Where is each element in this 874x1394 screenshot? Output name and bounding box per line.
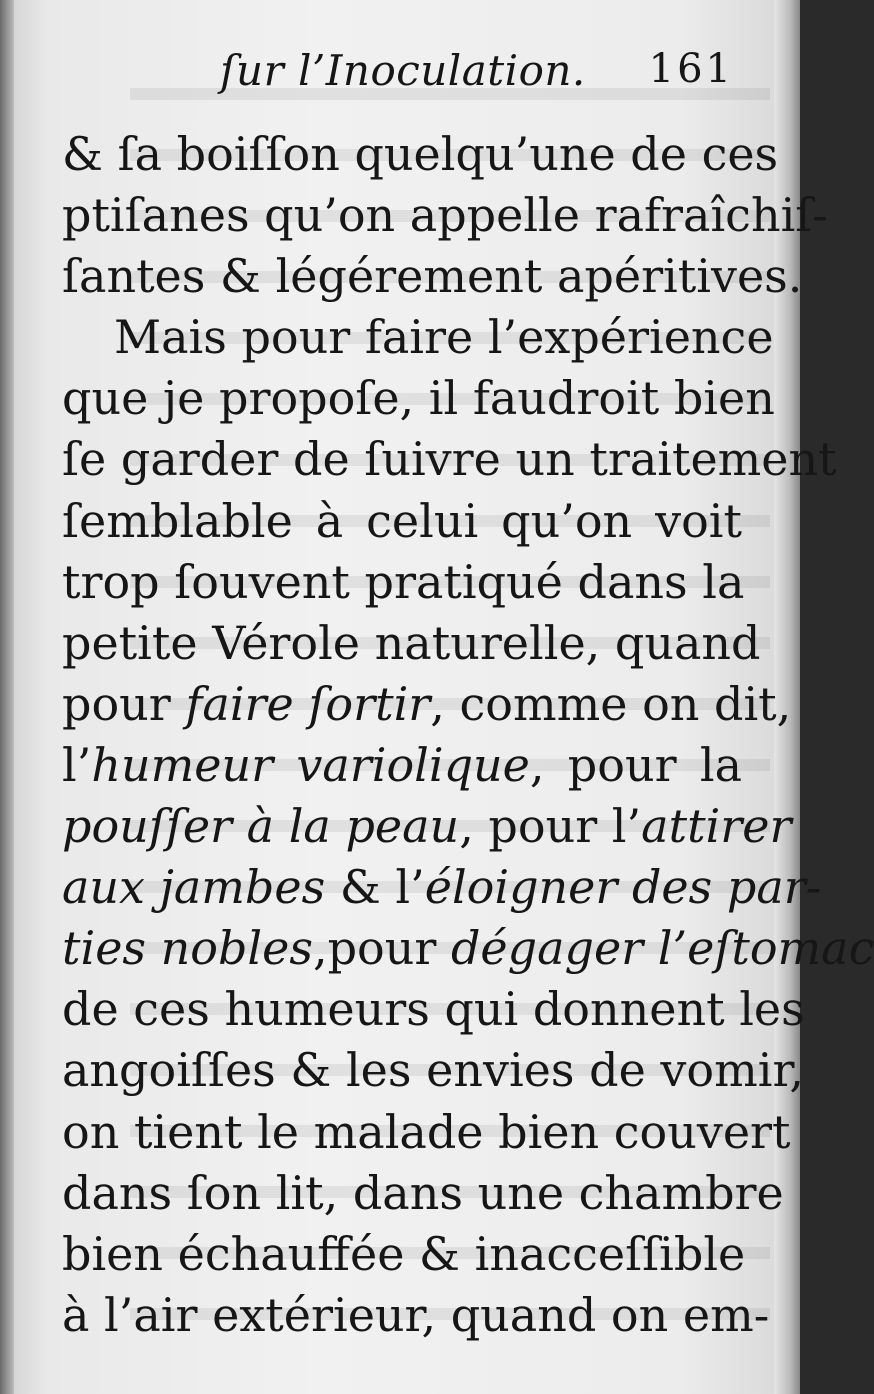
italic-text: éloigner des par- xyxy=(424,860,822,915)
text-span: on tient le malade bien couvert xyxy=(62,1104,791,1159)
text-line xyxy=(62,185,828,246)
text-span: , pour l’ xyxy=(459,799,642,854)
text-span: pour xyxy=(62,676,186,731)
text-line xyxy=(62,735,742,796)
text-line xyxy=(62,1285,770,1346)
text-span: ptiſanes qu’on appelle rafraîchiſ- xyxy=(62,188,828,243)
text-span: Mais pour faire l’expérience xyxy=(114,310,774,365)
text-line xyxy=(62,979,805,1040)
page-number: 161 xyxy=(648,46,734,92)
text-line xyxy=(62,857,822,918)
italic-text: humeur variolique xyxy=(91,737,530,792)
italic-text: faire ſortir xyxy=(185,676,431,731)
text-line xyxy=(62,674,792,735)
text-span: l’ xyxy=(62,737,92,792)
text-span: & ſa boiſſon quelqu’une de ces xyxy=(62,127,779,181)
text-span: ſemblable à celui qu’on voit xyxy=(62,493,742,548)
page-header xyxy=(220,46,740,102)
text-line xyxy=(62,246,803,307)
text-span: ſantes & légérement apéritives. xyxy=(62,249,803,304)
text-line xyxy=(62,1163,784,1224)
text-line xyxy=(62,1102,791,1163)
italic-text: pouſſer à la peau xyxy=(62,799,460,854)
text-span: ,pour xyxy=(312,921,451,976)
italic-text: aux jambes xyxy=(62,860,326,915)
running-title: ſur l’Inoculation. xyxy=(220,46,586,95)
text-line xyxy=(62,552,745,613)
text-span: angoiſſes & les envies de vomir, xyxy=(62,1043,804,1098)
text-span: trop ſouvent pratiqué dans la xyxy=(62,554,745,609)
text-line xyxy=(62,1224,746,1285)
text-span: à l’air extérieur, quand on em- xyxy=(62,1287,770,1342)
text-line xyxy=(62,429,837,490)
text-span: , pour la xyxy=(529,737,743,792)
text-line xyxy=(62,491,742,552)
text-span: que je propoſe, il faudroit bien xyxy=(62,371,775,426)
text-span: ſe garder de ſuivre un traitement xyxy=(62,432,837,487)
text-span: de ces humeurs qui donnent les xyxy=(62,982,805,1037)
page-left-edge xyxy=(0,0,14,1394)
body-text xyxy=(62,124,874,1346)
italic-text: ties nobles xyxy=(62,921,313,976)
text-span: & l’ xyxy=(325,860,425,915)
text-line xyxy=(62,124,779,185)
text-line xyxy=(62,307,774,368)
text-line xyxy=(62,613,761,674)
text-line xyxy=(62,1040,804,1101)
text-span: , comme on dit, xyxy=(430,676,792,731)
text-span: dans ſon lit, dans une chambre xyxy=(62,1165,784,1220)
italic-text: attirer xyxy=(641,799,792,854)
italic-text: dégager l’eſtomac xyxy=(450,921,874,976)
text-line xyxy=(62,796,792,857)
text-line xyxy=(62,368,775,429)
text-line xyxy=(62,918,874,979)
text-span: petite Vérole naturelle, quand xyxy=(62,615,761,670)
text-span: bien échauffée & inacceſſible xyxy=(62,1226,746,1281)
